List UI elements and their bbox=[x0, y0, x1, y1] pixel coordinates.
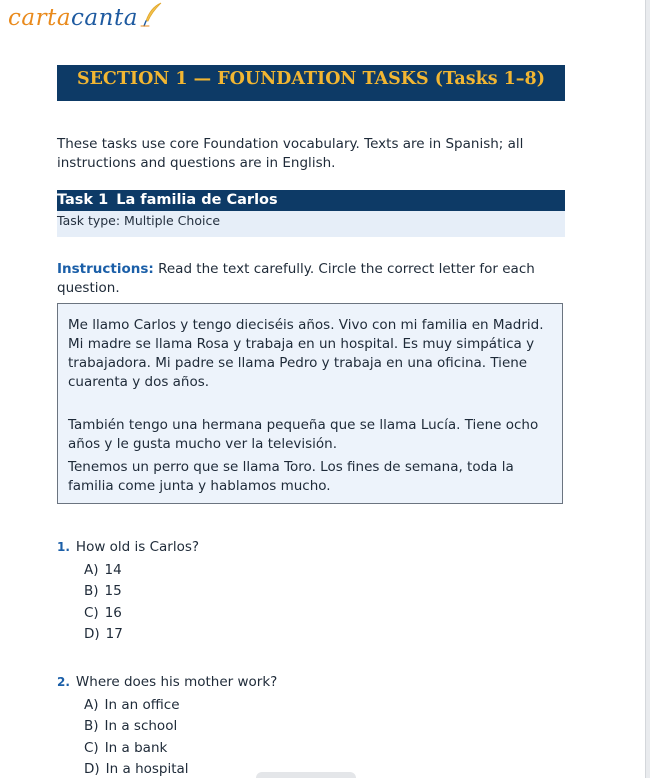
instructions bbox=[57, 260, 562, 298]
answer-options bbox=[84, 695, 457, 778]
task-number: Task 1 bbox=[57, 192, 109, 208]
question-1 bbox=[57, 538, 457, 646]
option-letter: C) bbox=[84, 604, 99, 621]
question-stem bbox=[57, 538, 457, 557]
section-title-banner: SECTION 1 — FOUNDATION TASKS (Tasks 1–8) bbox=[57, 65, 565, 101]
answer-option-a[interactable] bbox=[84, 560, 457, 581]
option-letter: A) bbox=[84, 562, 99, 578]
page-edge-divider bbox=[645, 0, 650, 778]
instructions-label: Instructions: bbox=[57, 261, 154, 277]
question-number: 2. bbox=[57, 675, 70, 689]
passage-paragraph-2: También tengo una hermana pequeña que se llama Lucía. Tiene ocho años y le gusta mucho ver la televisión. bbox=[68, 417, 539, 452]
option-text: In a school bbox=[104, 718, 178, 735]
option-letter: B) bbox=[84, 583, 99, 600]
instructions-text: Read the text carefully. Circle the correct letter for each question. bbox=[57, 261, 535, 296]
option-letter: A) bbox=[84, 697, 99, 713]
answer-option-d[interactable] bbox=[84, 624, 457, 645]
answer-option-c[interactable] bbox=[84, 603, 457, 624]
passage-paragraph-1: Me llamo Carlos y tengo dieciséis años. Vivo con mi familia en Madrid. Mi madre se llama Rosa y trabaja en un hospital. Es muy simpática y trabajadora. Mi padre se llama Pedro y trabaja en una oficina. Tiene cuarenta y dos años. bbox=[68, 317, 544, 390]
option-text: In a hospital bbox=[105, 761, 189, 778]
logo-word-canta: canta bbox=[71, 5, 138, 31]
reading-passage bbox=[57, 303, 563, 504]
answer-option-b[interactable] bbox=[84, 716, 457, 737]
answer-option-b[interactable] bbox=[84, 581, 457, 602]
section-intro-text: These tasks use core Foundation vocabulary. Texts are in Spanish; all instructions and questions are in English. bbox=[57, 136, 524, 171]
option-text: 17 bbox=[105, 626, 123, 643]
logo-word-carta: carta bbox=[8, 5, 72, 31]
question-text: How old is Carlos? bbox=[75, 539, 200, 555]
question-text: Where does his mother work? bbox=[75, 674, 278, 690]
option-text: In an office bbox=[104, 697, 180, 713]
page-scroll-hint[interactable] bbox=[256, 772, 356, 778]
task-type-label: Task type: Multiple Choice bbox=[57, 211, 565, 237]
task-title: La familia de Carlos bbox=[116, 192, 278, 208]
cartacanta-logo[interactable] bbox=[8, 2, 164, 32]
option-text: 15 bbox=[104, 583, 122, 600]
option-text: 16 bbox=[104, 604, 122, 621]
option-text: 14 bbox=[104, 562, 122, 578]
passage-paragraph-3: Tenemos un perro que se llama Toro. Los fines de semana, toda la familia come junta y hablamos mucho. bbox=[68, 459, 514, 494]
option-text: In a bank bbox=[104, 739, 168, 756]
task-header bbox=[57, 190, 565, 211]
answer-options bbox=[84, 560, 457, 646]
answer-option-a[interactable] bbox=[84, 695, 457, 716]
question-2 bbox=[57, 673, 457, 778]
option-letter: B) bbox=[84, 718, 99, 735]
answer-option-c[interactable] bbox=[84, 738, 457, 759]
quill-icon bbox=[140, 2, 164, 28]
option-letter: D) bbox=[84, 626, 100, 643]
question-stem bbox=[57, 673, 457, 692]
question-number: 1. bbox=[57, 540, 70, 554]
option-letter: D) bbox=[84, 761, 100, 778]
option-letter: C) bbox=[84, 739, 99, 756]
